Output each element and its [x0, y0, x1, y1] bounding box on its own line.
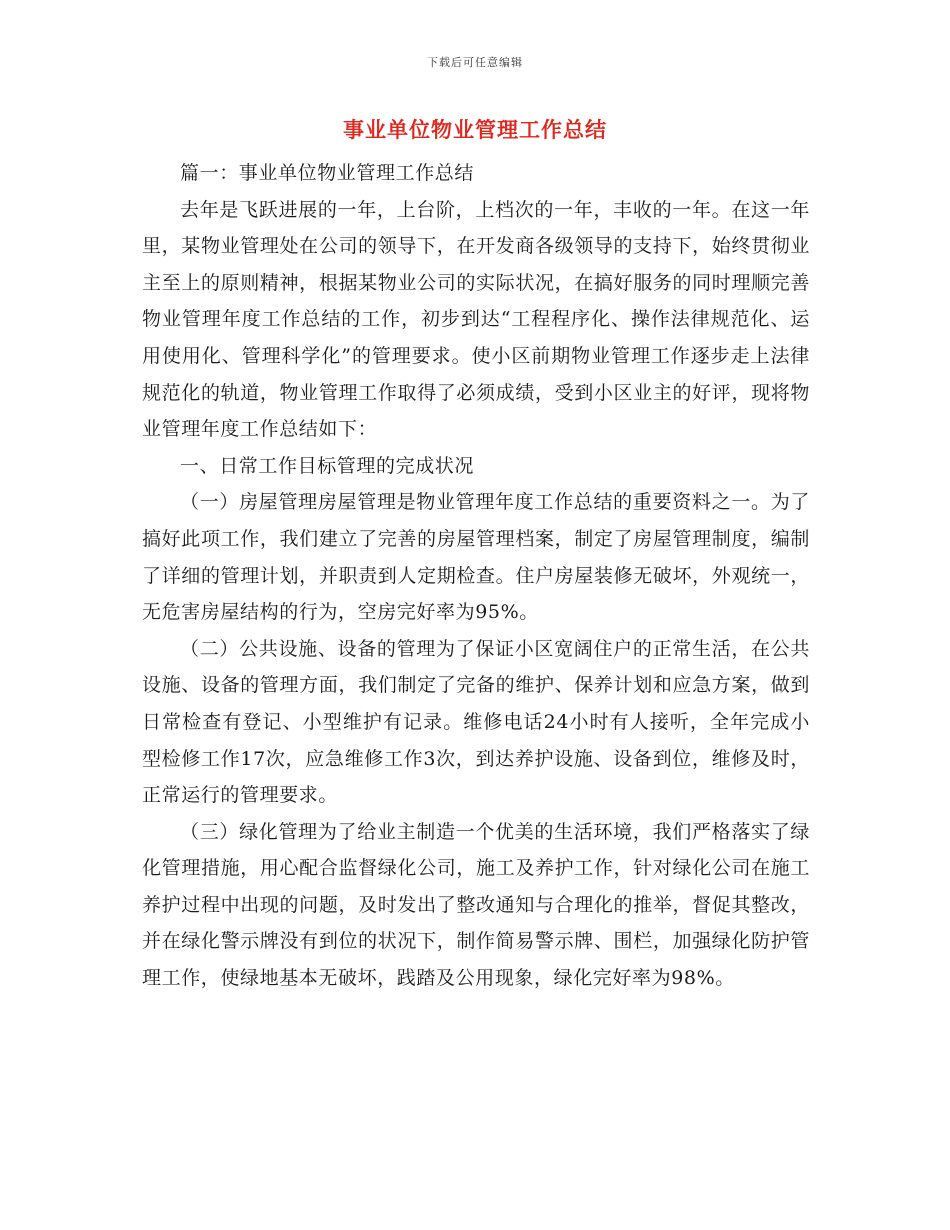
section-heading-part-one: 篇一：事业单位物业管理工作总结: [180, 162, 475, 184]
section-heading-daily-management: 一、日常工作目标管理的完成状况: [180, 454, 475, 477]
paragraph-public-facilities: （二）公共设施、设备的管理为了保证小区宽阔住户的正常生活，在公共设施、设备的管理方面，我们制定了完备的维护、保养计划和应急方案，做到日常检查有登记、小型维护有记录。维修电话24小时有人接听，全年完成小型检修工作17次，应急维修工作3次，到达养护设施、设备到位，维修及时，正常运行的管理要求。: [142, 637, 810, 807]
paragraph-housing-management: （一）房屋管理房屋管理是物业管理年度工作总结的重要资料之一。为了搞好此项工作，我们建立了完善的房屋管理档案，制定了房屋管理制度，编制了详细的管理计划，并职责到人定期检查。住户房屋装修无破坏，外观统一，无危害房屋结构的行为，空房完好率为95%。: [142, 491, 810, 624]
header-note: 下载后可任意编辑: [427, 56, 523, 69]
document-title: 事业单位物业管理工作总结: [343, 117, 607, 142]
paragraph-greening-management: （三）绿化管理为了给业主制造一个优美的生活环境，我们严格落实了绿化管理措施，用心配合监督绿化公司，施工及养护工作，针对绿化公司在施工养护过程中出现的问题，及时发出了整改通知与合理化的推举，督促其整改，并在绿化警示牌没有到位的状况下，制作简易警示牌、围栏，加强绿化防护管理工作，使绿地基本无破坏，践踏及公用现象，绿化完好率为98%。: [142, 820, 810, 990]
document-body: [142, 155, 810, 997]
paragraph-intro: 去年是飞跃进展的一年，上台阶，上档次的一年，丰收的一年。在这一年里，某物业管理处在公司的领导下，在开发商各级领导的支持下，始终贯彻业主至上的原则精神，根据某物业公司的实际状况，在搞好服务的同时理顺完善物业管理年度工作总结的工作，初步到达“工程程序化、操作法律规范化、运用使用化、管理科学化”的管理要求。使小区前期物业管理工作逐步走上法律规范化的轨道，物业管理工作取得了必须成绩，受到小区业主的好评，现将物业管理年度工作总结如下：: [142, 198, 810, 441]
